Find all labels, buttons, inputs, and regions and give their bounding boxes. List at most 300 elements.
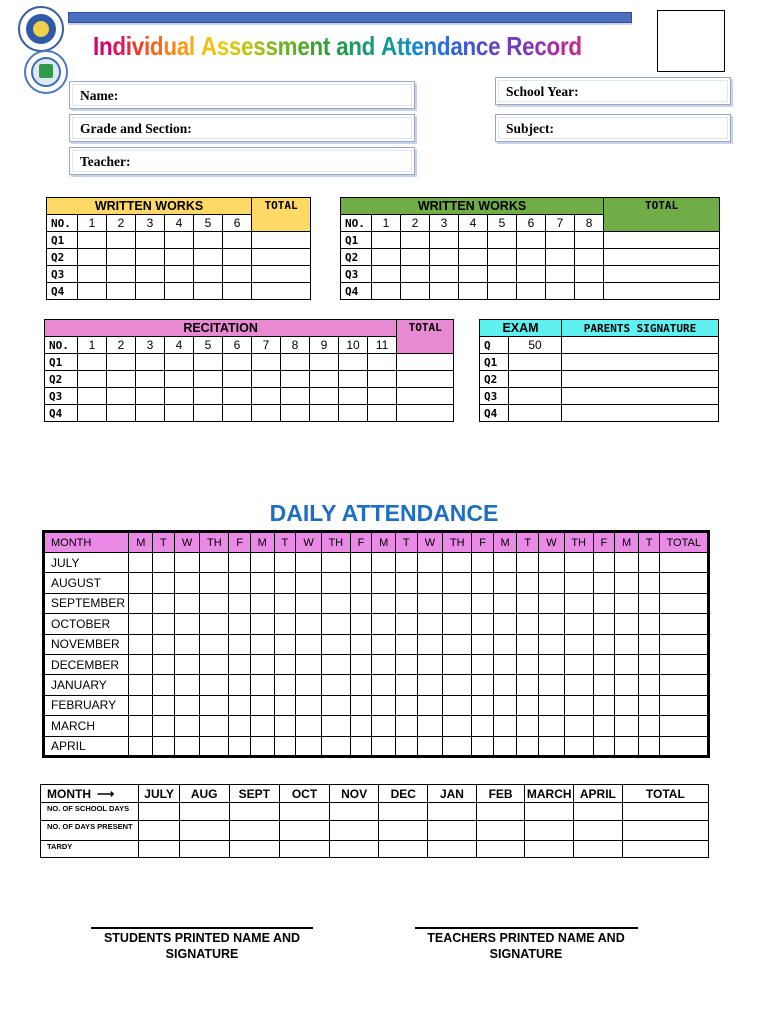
attendance-cell[interactable] [493, 573, 517, 593]
attendance-cell[interactable] [564, 675, 593, 695]
attendance-cell[interactable] [372, 716, 396, 736]
attendance-cell[interactable] [615, 553, 639, 573]
score-cell[interactable] [401, 232, 430, 249]
score-cell[interactable] [252, 405, 281, 422]
score-cell[interactable] [281, 405, 310, 422]
score-cell[interactable] [372, 266, 401, 283]
attendance-cell[interactable] [274, 716, 296, 736]
attendance-cell[interactable] [229, 573, 251, 593]
attendance-cell[interactable] [472, 654, 494, 674]
attendance-cell[interactable] [200, 695, 229, 715]
attendance-cell[interactable] [395, 654, 417, 674]
attendance-cell[interactable] [539, 634, 565, 654]
attendance-cell[interactable] [153, 573, 175, 593]
attendance-cell[interactable] [372, 695, 396, 715]
score-cell[interactable] [165, 405, 194, 422]
attendance-cell[interactable] [593, 593, 615, 613]
score-cell[interactable] [136, 283, 165, 300]
score-cell[interactable] [372, 283, 401, 300]
attendance-cell[interactable] [153, 675, 175, 695]
score-cell[interactable] [165, 388, 194, 405]
attendance-cell[interactable] [200, 716, 229, 736]
score-cell[interactable] [430, 232, 459, 249]
attendance-cell[interactable] [321, 736, 350, 756]
attendance-cell[interactable] [517, 553, 539, 573]
summary-total-cell[interactable] [622, 821, 708, 841]
attendance-cell[interactable] [153, 553, 175, 573]
attendance-cell[interactable] [539, 553, 565, 573]
score-cell[interactable] [339, 354, 368, 371]
attendance-cell[interactable] [350, 614, 372, 634]
total-cell[interactable] [660, 736, 709, 756]
attendance-cell[interactable] [274, 553, 296, 573]
attendance-cell[interactable] [174, 593, 200, 613]
score-cell[interactable] [165, 283, 194, 300]
attendance-cell[interactable] [593, 716, 615, 736]
summary-total-cell[interactable] [622, 841, 708, 858]
attendance-cell[interactable] [593, 553, 615, 573]
score-cell[interactable] [223, 388, 252, 405]
total-cell[interactable] [604, 232, 720, 249]
summary-cell[interactable] [574, 821, 623, 841]
attendance-cell[interactable] [321, 695, 350, 715]
attendance-cell[interactable] [250, 736, 274, 756]
summary-cell[interactable] [280, 821, 330, 841]
attendance-cell[interactable] [250, 654, 274, 674]
score-cell[interactable] [194, 266, 223, 283]
summary-cell[interactable] [280, 841, 330, 858]
attendance-cell[interactable] [493, 736, 517, 756]
attendance-cell[interactable] [153, 593, 175, 613]
attendance-cell[interactable] [615, 675, 639, 695]
summary-cell[interactable] [525, 821, 574, 841]
attendance-cell[interactable] [174, 634, 200, 654]
summary-cell[interactable] [428, 821, 477, 841]
score-cell[interactable] [107, 371, 136, 388]
attendance-cell[interactable] [493, 695, 517, 715]
attendance-cell[interactable] [372, 553, 396, 573]
attendance-cell[interactable] [395, 695, 417, 715]
total-cell[interactable] [660, 614, 709, 634]
exam-score-cell[interactable] [509, 388, 562, 405]
attendance-cell[interactable] [200, 634, 229, 654]
attendance-cell[interactable] [539, 736, 565, 756]
attendance-cell[interactable] [615, 695, 639, 715]
attendance-cell[interactable] [274, 614, 296, 634]
attendance-cell[interactable] [443, 736, 472, 756]
attendance-cell[interactable] [321, 573, 350, 593]
score-cell[interactable] [546, 266, 575, 283]
attendance-cell[interactable] [372, 675, 396, 695]
score-cell[interactable] [78, 371, 107, 388]
attendance-cell[interactable] [350, 573, 372, 593]
attendance-cell[interactable] [417, 736, 443, 756]
score-cell[interactable] [107, 354, 136, 371]
attendance-cell[interactable] [274, 675, 296, 695]
attendance-cell[interactable] [564, 736, 593, 756]
attendance-cell[interactable] [443, 573, 472, 593]
attendance-cell[interactable] [638, 654, 660, 674]
score-cell[interactable] [194, 405, 223, 422]
attendance-cell[interactable] [250, 675, 274, 695]
score-cell[interactable] [194, 388, 223, 405]
attendance-cell[interactable] [321, 593, 350, 613]
score-cell[interactable] [223, 283, 252, 300]
attendance-cell[interactable] [615, 654, 639, 674]
total-cell[interactable] [660, 593, 709, 613]
attendance-cell[interactable] [129, 736, 153, 756]
attendance-cell[interactable] [250, 634, 274, 654]
attendance-cell[interactable] [638, 593, 660, 613]
attendance-cell[interactable] [395, 553, 417, 573]
attendance-cell[interactable] [350, 553, 372, 573]
attendance-cell[interactable] [472, 716, 494, 736]
score-cell[interactable] [488, 266, 517, 283]
attendance-cell[interactable] [372, 654, 396, 674]
score-cell[interactable] [430, 283, 459, 300]
attendance-cell[interactable] [638, 573, 660, 593]
summary-cell[interactable] [329, 803, 379, 821]
signature-cell[interactable] [562, 388, 719, 405]
score-cell[interactable] [339, 388, 368, 405]
attendance-cell[interactable] [153, 654, 175, 674]
attendance-cell[interactable] [472, 614, 494, 634]
attendance-cell[interactable] [417, 553, 443, 573]
score-cell[interactable] [459, 266, 488, 283]
attendance-cell[interactable] [229, 695, 251, 715]
attendance-cell[interactable] [564, 553, 593, 573]
score-cell[interactable] [368, 371, 397, 388]
summary-cell[interactable] [379, 841, 428, 858]
score-cell[interactable] [488, 249, 517, 266]
attendance-cell[interactable] [517, 654, 539, 674]
attendance-cell[interactable] [539, 675, 565, 695]
attendance-cell[interactable] [153, 716, 175, 736]
attendance-cell[interactable] [564, 573, 593, 593]
score-cell[interactable] [517, 249, 546, 266]
attendance-cell[interactable] [417, 634, 443, 654]
attendance-cell[interactable] [615, 614, 639, 634]
attendance-cell[interactable] [229, 634, 251, 654]
attendance-cell[interactable] [350, 634, 372, 654]
total-cell[interactable] [660, 553, 709, 573]
attendance-cell[interactable] [174, 614, 200, 634]
score-cell[interactable] [223, 266, 252, 283]
score-cell[interactable] [575, 232, 604, 249]
score-cell[interactable] [107, 388, 136, 405]
score-cell[interactable] [165, 249, 194, 266]
score-cell[interactable] [459, 283, 488, 300]
attendance-cell[interactable] [296, 675, 322, 695]
score-cell[interactable] [194, 249, 223, 266]
score-cell[interactable] [78, 266, 107, 283]
attendance-cell[interactable] [274, 695, 296, 715]
attendance-cell[interactable] [129, 593, 153, 613]
score-cell[interactable] [223, 354, 252, 371]
score-cell[interactable] [546, 249, 575, 266]
total-cell[interactable] [660, 695, 709, 715]
attendance-cell[interactable] [395, 593, 417, 613]
attendance-cell[interactable] [372, 593, 396, 613]
attendance-cell[interactable] [593, 573, 615, 593]
attendance-cell[interactable] [593, 634, 615, 654]
attendance-cell[interactable] [129, 634, 153, 654]
attendance-cell[interactable] [153, 695, 175, 715]
attendance-cell[interactable] [174, 654, 200, 674]
total-cell[interactable] [604, 283, 720, 300]
attendance-cell[interactable] [229, 553, 251, 573]
attendance-cell[interactable] [250, 614, 274, 634]
attendance-cell[interactable] [321, 614, 350, 634]
attendance-cell[interactable] [493, 634, 517, 654]
attendance-cell[interactable] [443, 716, 472, 736]
attendance-cell[interactable] [129, 553, 153, 573]
attendance-cell[interactable] [638, 675, 660, 695]
summary-cell[interactable] [139, 841, 180, 858]
attendance-cell[interactable] [296, 614, 322, 634]
score-cell[interactable] [223, 371, 252, 388]
score-cell[interactable] [339, 371, 368, 388]
attendance-cell[interactable] [517, 614, 539, 634]
score-cell[interactable] [430, 249, 459, 266]
attendance-cell[interactable] [129, 675, 153, 695]
attendance-cell[interactable] [372, 614, 396, 634]
attendance-cell[interactable] [395, 736, 417, 756]
attendance-cell[interactable] [153, 634, 175, 654]
score-cell[interactable] [517, 266, 546, 283]
score-cell[interactable] [310, 354, 339, 371]
attendance-cell[interactable] [296, 716, 322, 736]
score-cell[interactable] [310, 371, 339, 388]
attendance-cell[interactable] [417, 614, 443, 634]
attendance-cell[interactable] [174, 553, 200, 573]
attendance-cell[interactable] [350, 716, 372, 736]
attendance-cell[interactable] [350, 593, 372, 613]
attendance-cell[interactable] [274, 654, 296, 674]
attendance-cell[interactable] [129, 695, 153, 715]
summary-cell[interactable] [229, 821, 280, 841]
attendance-cell[interactable] [350, 736, 372, 756]
score-cell[interactable] [488, 283, 517, 300]
summary-cell[interactable] [574, 803, 623, 821]
score-cell[interactable] [281, 388, 310, 405]
attendance-cell[interactable] [250, 593, 274, 613]
attendance-cell[interactable] [372, 573, 396, 593]
summary-cell[interactable] [428, 803, 477, 821]
attendance-cell[interactable] [200, 736, 229, 756]
score-cell[interactable] [517, 283, 546, 300]
attendance-cell[interactable] [443, 553, 472, 573]
score-cell[interactable] [136, 354, 165, 371]
score-cell[interactable] [194, 232, 223, 249]
score-cell[interactable] [575, 249, 604, 266]
summary-cell[interactable] [476, 821, 525, 841]
attendance-cell[interactable] [517, 593, 539, 613]
attendance-cell[interactable] [200, 553, 229, 573]
score-cell[interactable] [517, 232, 546, 249]
summary-cell[interactable] [329, 821, 379, 841]
attendance-cell[interactable] [443, 654, 472, 674]
attendance-cell[interactable] [229, 736, 251, 756]
attendance-cell[interactable] [321, 553, 350, 573]
total-cell[interactable] [660, 573, 709, 593]
score-cell[interactable] [252, 354, 281, 371]
score-cell[interactable] [401, 283, 430, 300]
score-cell[interactable] [136, 232, 165, 249]
attendance-cell[interactable] [417, 716, 443, 736]
attendance-cell[interactable] [472, 553, 494, 573]
attendance-cell[interactable] [417, 654, 443, 674]
attendance-cell[interactable] [593, 654, 615, 674]
attendance-cell[interactable] [539, 614, 565, 634]
summary-cell[interactable] [379, 803, 428, 821]
attendance-cell[interactable] [129, 614, 153, 634]
score-cell[interactable] [252, 371, 281, 388]
summary-cell[interactable] [329, 841, 379, 858]
attendance-cell[interactable] [200, 614, 229, 634]
attendance-cell[interactable] [638, 634, 660, 654]
attendance-cell[interactable] [493, 654, 517, 674]
score-cell[interactable] [78, 249, 107, 266]
summary-cell[interactable] [179, 841, 229, 858]
attendance-cell[interactable] [593, 736, 615, 756]
attendance-cell[interactable] [250, 716, 274, 736]
attendance-cell[interactable] [200, 675, 229, 695]
attendance-cell[interactable] [493, 593, 517, 613]
attendance-cell[interactable] [372, 736, 396, 756]
score-cell[interactable] [165, 266, 194, 283]
grade-section-field[interactable] [69, 114, 415, 142]
score-cell[interactable] [194, 283, 223, 300]
attendance-cell[interactable] [638, 716, 660, 736]
score-cell[interactable] [281, 354, 310, 371]
attendance-cell[interactable] [229, 593, 251, 613]
attendance-cell[interactable] [200, 654, 229, 674]
summary-cell[interactable] [428, 841, 477, 858]
attendance-cell[interactable] [417, 695, 443, 715]
score-cell[interactable] [281, 371, 310, 388]
score-cell[interactable] [165, 371, 194, 388]
attendance-cell[interactable] [174, 573, 200, 593]
total-cell[interactable] [604, 249, 720, 266]
total-cell[interactable] [252, 249, 311, 266]
attendance-cell[interactable] [296, 634, 322, 654]
score-cell[interactable] [372, 232, 401, 249]
attendance-cell[interactable] [493, 614, 517, 634]
school-year-field[interactable] [495, 77, 731, 105]
summary-cell[interactable] [525, 841, 574, 858]
score-cell[interactable] [78, 232, 107, 249]
attendance-cell[interactable] [517, 716, 539, 736]
summary-cell[interactable] [525, 803, 574, 821]
attendance-cell[interactable] [274, 573, 296, 593]
attendance-cell[interactable] [517, 573, 539, 593]
exam-score-cell[interactable] [509, 354, 562, 371]
score-cell[interactable] [546, 283, 575, 300]
score-cell[interactable] [107, 283, 136, 300]
attendance-cell[interactable] [395, 675, 417, 695]
summary-cell[interactable] [379, 821, 428, 841]
attendance-cell[interactable] [593, 695, 615, 715]
attendance-cell[interactable] [564, 654, 593, 674]
attendance-cell[interactable] [296, 695, 322, 715]
attendance-cell[interactable] [472, 736, 494, 756]
attendance-cell[interactable] [564, 634, 593, 654]
attendance-cell[interactable] [539, 573, 565, 593]
attendance-cell[interactable] [250, 695, 274, 715]
score-cell[interactable] [78, 405, 107, 422]
total-cell[interactable] [660, 675, 709, 695]
score-cell[interactable] [107, 405, 136, 422]
attendance-cell[interactable] [296, 736, 322, 756]
score-cell[interactable] [401, 249, 430, 266]
summary-cell[interactable] [179, 803, 229, 821]
attendance-cell[interactable] [321, 634, 350, 654]
attendance-cell[interactable] [274, 634, 296, 654]
attendance-cell[interactable] [443, 675, 472, 695]
attendance-cell[interactable] [417, 573, 443, 593]
attendance-cell[interactable] [321, 654, 350, 674]
score-cell[interactable] [78, 283, 107, 300]
attendance-cell[interactable] [395, 716, 417, 736]
score-cell[interactable] [310, 405, 339, 422]
attendance-cell[interactable] [443, 695, 472, 715]
attendance-cell[interactable] [517, 695, 539, 715]
name-field[interactable] [69, 81, 415, 109]
attendance-cell[interactable] [539, 593, 565, 613]
attendance-cell[interactable] [417, 675, 443, 695]
attendance-cell[interactable] [229, 675, 251, 695]
score-cell[interactable] [107, 266, 136, 283]
attendance-cell[interactable] [395, 634, 417, 654]
attendance-cell[interactable] [395, 614, 417, 634]
attendance-cell[interactable] [443, 593, 472, 613]
attendance-cell[interactable] [250, 553, 274, 573]
attendance-cell[interactable] [472, 573, 494, 593]
attendance-cell[interactable] [174, 716, 200, 736]
signature-cell[interactable] [562, 371, 719, 388]
attendance-cell[interactable] [615, 716, 639, 736]
attendance-cell[interactable] [153, 736, 175, 756]
score-cell[interactable] [165, 354, 194, 371]
score-cell[interactable] [136, 249, 165, 266]
score-cell[interactable] [488, 232, 517, 249]
attendance-cell[interactable] [593, 675, 615, 695]
attendance-cell[interactable] [350, 654, 372, 674]
signature-cell[interactable] [562, 337, 719, 354]
score-cell[interactable] [368, 405, 397, 422]
score-cell[interactable] [194, 371, 223, 388]
attendance-cell[interactable] [229, 716, 251, 736]
summary-total-cell[interactable] [622, 803, 708, 821]
attendance-cell[interactable] [200, 573, 229, 593]
score-cell[interactable] [223, 405, 252, 422]
attendance-cell[interactable] [129, 716, 153, 736]
total-cell[interactable] [397, 405, 454, 422]
total-cell[interactable] [252, 266, 311, 283]
attendance-cell[interactable] [615, 736, 639, 756]
total-cell[interactable] [660, 634, 709, 654]
score-cell[interactable] [575, 283, 604, 300]
score-cell[interactable] [368, 354, 397, 371]
score-cell[interactable] [136, 266, 165, 283]
attendance-cell[interactable] [296, 593, 322, 613]
score-cell[interactable] [368, 388, 397, 405]
attendance-cell[interactable] [472, 634, 494, 654]
attendance-cell[interactable] [296, 553, 322, 573]
score-cell[interactable] [194, 354, 223, 371]
attendance-cell[interactable] [517, 634, 539, 654]
